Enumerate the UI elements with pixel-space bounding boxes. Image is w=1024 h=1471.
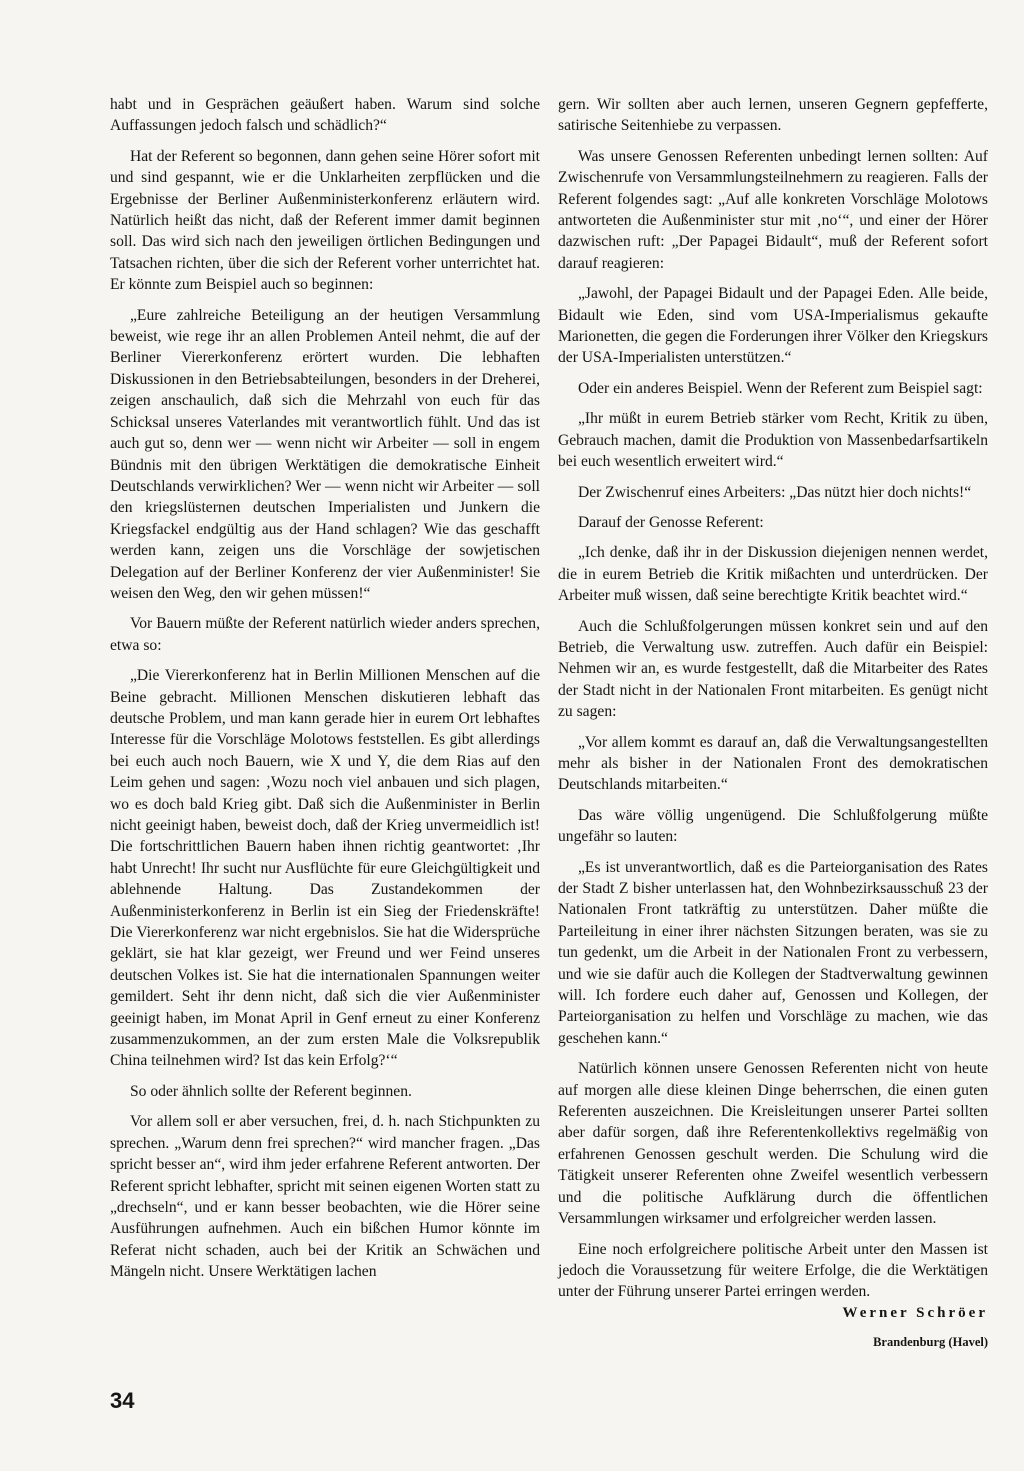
paragraph: Darauf der Genosse Referent: xyxy=(578,513,764,531)
quote-paragraph: „Eure zahlreiche Beteiligung an der heutigen Versammlung beweist, wie rege ihr an allen Problemen Anteil nehmt, die auf der Berliner Viererkonferenz erörtert wurden. Die lebhaften Diskussionen in den Betriebsabteilungen, besonders in der Dreherei, zeigen anschaulich, daß sich die Mehrzahl von euch für das Schicksal unseres Vaterlandes mit verantwortlich fühlt. Und das ist auch gut so, denn wer — wenn nicht wir Arbeiter — soll in engem Bündnis mit den übrigen Werktätigen die demokratische Einheit Deutschlands verwirklichen? Wer — wenn nicht wir Arbeiter — soll den kriegslüsternen deutschen Imperialisten und Junkern die Kriegsfackel endgültig aus der Hand schlagen? Wie das geschafft werden kann, zeigen uns die Vorschläge der sowjetischen Delegation auf der Berliner Konferenz der vier Außenminister! Sie weisen den Weg, den wir gehen müssen!“ xyxy=(110,306,540,602)
author-signature: Werner Schröer xyxy=(842,1304,988,1321)
paragraph: Das wäre völlig ungenügend. Die Schlußfolgerung müßte ungefähr so lauten: xyxy=(558,806,988,846)
quote-paragraph: „Die Viererkonferenz hat in Berlin Millionen Menschen auf die Beine gebracht. Millionen Menschen diskutieren lebhaft das deutsche Problem, und man kann gerade hier in eurem Ort lebhaftes Interesse für die Vorschläge Molotows feststellen. Es gibt allerdings bei euch auch noch Bauern, wie X und Y, die dem Rias auf den Leim gehen und sagen: ‚Wozu noch viel anbauen und sich plagen, wo es doch bald Krieg gibt. Daß sich die Außenminister in Berlin nicht geeinigt haben, beweist doch, daß der Krieg unvermeidlich ist! Die fortschrittlichen Bauern haben ihnen richtig geantwortet: ‚Ihr habt Unrecht! Ihr sucht nur Ausflüchte für eure Gleichgültigkeit und ablehnende Haltung. Das Zustandekommen der Außenministerkonferenz in Berlin ist ein Sieg der Friedenskräfte! Die Viererkonferenz war nicht ergebnislos. Sie hat die Widersprüche geklärt, sie hat klar gezeigt, wer Freund und wer Feind unseres deutschen Volkes ist. Sie hat die internationalen Spannungen weiter gemildert. Seht ihr denn nicht, daß sich die vier Außenminister geeinigt haben, im Monat April in Genf erneut zu einer Konferenz zusammenzukommen, an der zum ersten Male die Volksrepublik China teilnehmen wird? Ist das kein Erfolg?‘“ xyxy=(110,667,540,1070)
author-place: Brandenburg (Havel) xyxy=(873,1334,988,1349)
paragraph: Vor allem soll er aber versuchen, frei, d. h. nach Stichpunkten zu sprechen. „Warum denn frei sprechen?“ wird mancher fragen. „Das spricht besser an“, wird ihm jeder erfahrene Referent antworten. Der Referent spricht lebhafter, spricht mit seinen eigenen Worten statt zu „drechseln“, und er kann besser beobachten, wie die Hörer seine Ausführungen aufnehmen. Auch ein bißchen Humor könnte im Referat nicht schaden, auch bei der Kritik an Schwächen und Mängeln nicht. Unsere Werktätigen lachen xyxy=(110,1113,540,1281)
quote-paragraph: „Es ist unverantwortlich, daß es die Parteiorganisation des Rates der Stadt Z bisher unterlassen hat, den Wohnbezirksausschuß 23 der Nationalen Front tatkräftig zu unterstützen. Daher müßte die Parteileitung in einer ihrer nächsten Sitzungen beraten, was sie zu tun gedenkt, um die Arbeit in der Nationalen Front zu verbessern, und wie sie dafür auch die Kollegen der Stadtverwaltung gewinnen will. Ich fordere euch daher auf, Genossen und Kollegen, der Parteiorganisation zu helfen und Vorschläge zu machen, wie das geschehen kann.“ xyxy=(558,858,988,1047)
paragraph: Eine noch erfolgreichere politische Arbeit unter den Massen ist jedoch die Voraussetzung für weitere Erfolge, die die Werktätigen unter der Führung unserer Partei erringen werden. xyxy=(558,1240,988,1301)
paragraph: gern. Wir sollten aber auch lernen, unseren Gegnern gepfefferte, satirische Seitenhiebe zu verpassen. xyxy=(558,96,988,135)
paragraph: Der Zwischenruf eines Arbeiters: „Das nützt hier doch nichts!“ xyxy=(578,483,972,501)
left-column xyxy=(110,94,540,1292)
paragraph: Was unsere Genossen Referenten unbedingt lernen sollten: Auf Zwischenrufe von Versammlungsteilnehmern zu reagieren. Falls der Referent folgendes sagt: „Auf alle konkreten Vorschläge Molotows antworteten die Außenminister stur mit ‚no‘“, und einer der Hörer dazwischen ruft: „Der Papagei Bidault“, muß der Referent sofort darauf reagieren: xyxy=(558,147,988,272)
paragraph: Natürlich können unsere Genossen Referenten nicht von heute auf morgen alle diese kleinen Dinge beherrschen, die einen guten Referenten auszeichnen. Die Kreisleitungen unserer Partei sollten aber dafür sorgen, daß ihre Referentenkollektivs regelmäßig von erfahrenen Genossen geschult werden. Die Schulung wird die Tätigkeit unserer Referenten ohne Zweifel wesentlich verbessern und die politische Aufklärung durch die öffentlichen Versammlungen wirksamer und erfolgreicher werden lassen. xyxy=(558,1060,988,1228)
paragraph: Hat der Referent so begonnen, dann gehen seine Hörer sofort mit und sind gespannt, wie er die Unklarheiten zerpflücken und die Ergebnisse der Berliner Außenministerkonferenz erläutern wird. Natürlich heißt das nicht, daß der Referent immer damit beginnen soll. Das wird sich nach den jeweiligen örtlichen Bedingungen und Tatsachen richten, über die sich der Referent vorher unterrichtet hat. Er könnte zum Beispiel auch so beginnen: xyxy=(110,147,540,294)
paragraph: So oder ähnlich sollte der Referent beginnen. xyxy=(130,1082,412,1100)
quote-paragraph: „Ihr müßt in eurem Betrieb stärker vom Recht, Kritik zu üben, Gebrauch machen, damit die Produktion von Massenbedarfsartikeln bei euch wesentlich erweitert wird.“ xyxy=(558,410,988,471)
paragraph: habt und in Gesprächen geäußert haben. Warum sind solche Auffassungen jedoch falsch und schädlich?“ xyxy=(110,96,540,135)
quote-paragraph: „Vor allem kommt es darauf an, daß die Verwaltungsangestellten mehr als bisher in der Nationalen Front des demokratischen Deutschlands mitarbeiten.“ xyxy=(558,733,988,794)
quote-paragraph: „Jawohl, der Papagei Bidault und der Papagei Eden. Alle beide, Bidault wie Eden, sind vom USA-Imperialismus gekaufte Marionetten, die gegen die Forderungen ihrer Völker den Kriegskurs der USA-Imperialisten unterstützen.“ xyxy=(558,285,988,367)
paragraph: Oder ein anderes Beispiel. Wenn der Referent zum Beispiel sagt: xyxy=(578,379,983,397)
quote-paragraph: „Ich denke, daß ihr in der Diskussion diejenigen nennen werdet, die in eurem Betrieb die Kritik mißachten und unterdrücken. Der Arbeiter muß wissen, daß seine berechtigte Kritik beachtet wird.“ xyxy=(558,544,988,605)
right-column xyxy=(558,94,988,1360)
paragraph: Auch die Schlußfolgerungen müssen konkret sein und auf den Betrieb, die Verwaltung usw. zutreffen. Auch dafür ein Beispiel: Nehmen wir an, es wurde festgestellt, daß die Mitarbeiter des Rates der Stadt nicht in der Nationalen Front mitarbeiten. Es genügt nicht zu sagen: xyxy=(558,617,988,721)
paragraph: Vor Bauern müßte der Referent natürlich wieder anders sprechen, etwa so: xyxy=(110,615,540,654)
page-number: 34 xyxy=(110,1388,135,1413)
